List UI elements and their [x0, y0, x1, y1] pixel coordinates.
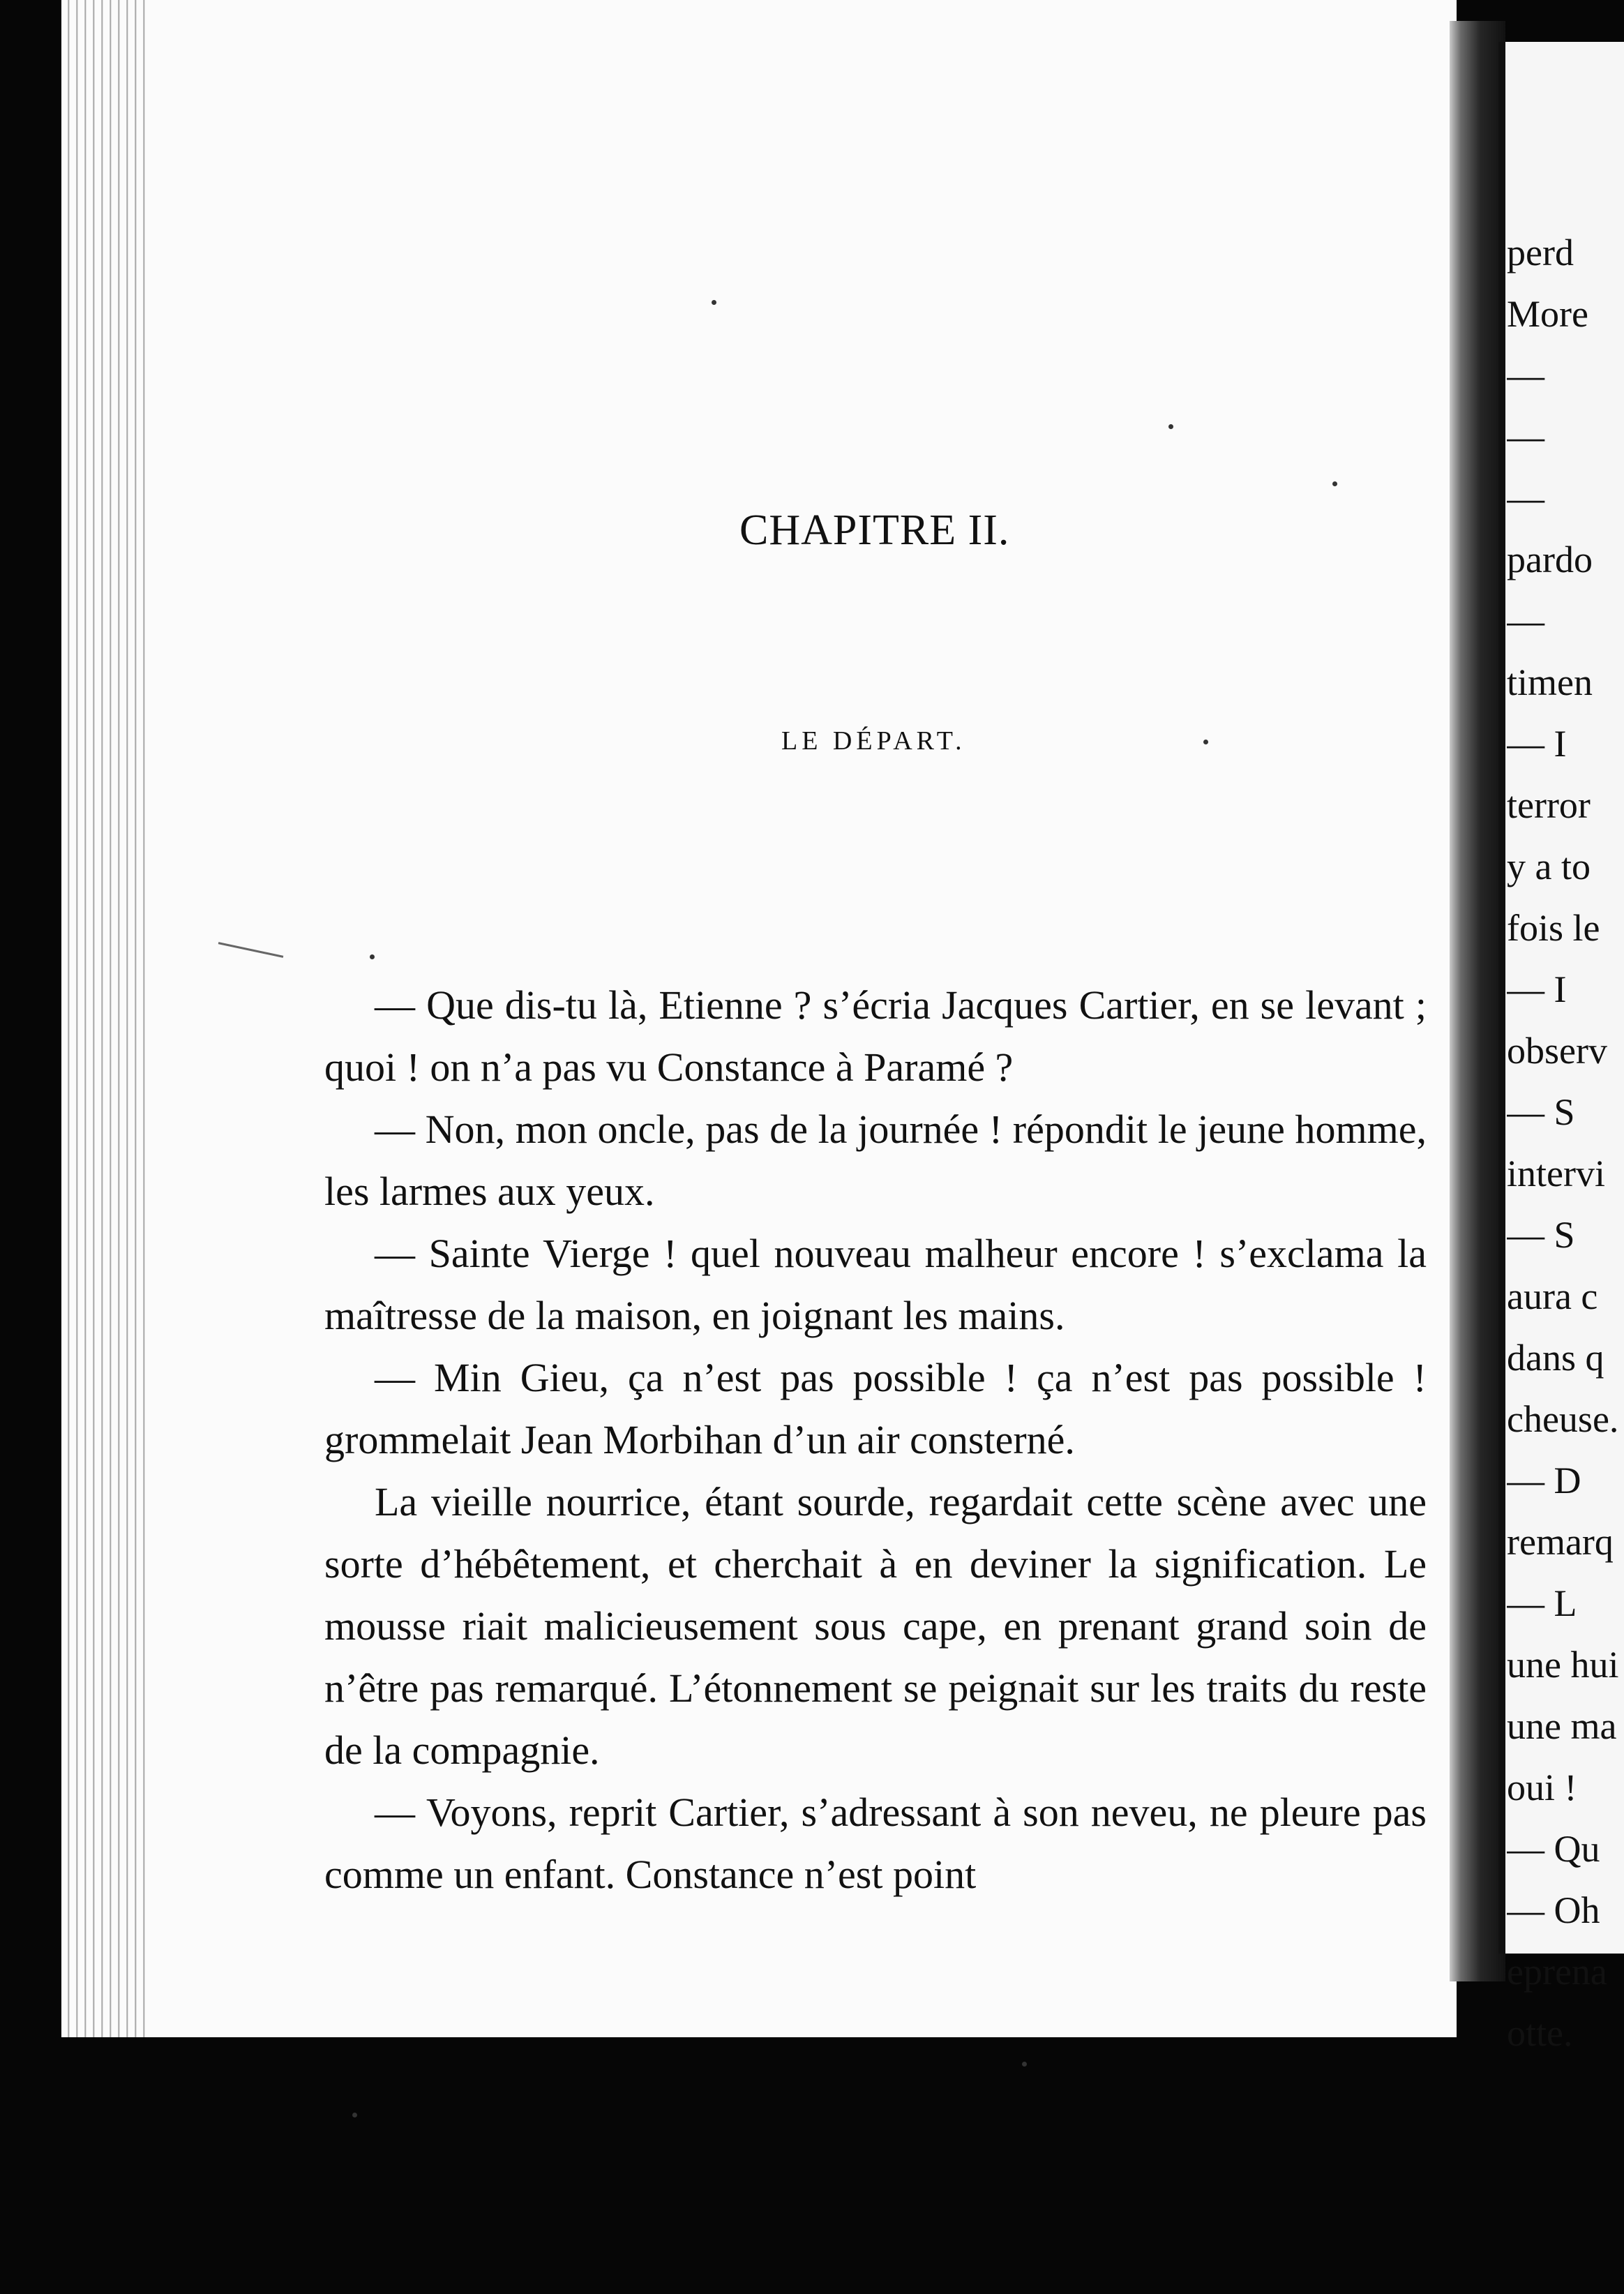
right-line: fois le [1507, 907, 1600, 949]
right-line: pardo [1507, 539, 1593, 580]
right-line: intervi [1507, 1153, 1605, 1194]
right-line: — [1507, 416, 1544, 458]
right-line: terror [1507, 784, 1591, 826]
right-line: cheuse. [1507, 1398, 1619, 1440]
right-line: — I [1507, 723, 1567, 765]
right-line: — L [1507, 1582, 1577, 1624]
book-gutter [1450, 21, 1505, 1981]
right-line: — I [1507, 968, 1567, 1010]
paragraph: — Que dis-tu là, Etienne ? s’écria Jacques Cartier, en se levant ; quoi ! on n’a pas vu Constance à Paramé ? [324, 982, 1427, 1090]
right-line: — Qu [1507, 1828, 1600, 1870]
right-line: y a to [1507, 846, 1591, 887]
right-line: — [1507, 600, 1544, 642]
right-line: timen [1507, 661, 1593, 703]
right-page-text [1507, 222, 1624, 2064]
paragraph: — Min Gieu, ça n’est pas possible ! ça n’est pas possible ! grommelait Jean Morbihan d’un air consterné. [324, 1355, 1427, 1462]
body-text [324, 974, 1427, 1905]
paper-speck [352, 2113, 357, 2117]
paragraph: — Non, mon oncle, pas de la journée ! répondit le jeune homme, les larmes aux yeux. [324, 1107, 1427, 1214]
right-line: perd [1507, 232, 1574, 273]
paper-speck [712, 300, 716, 305]
paragraph: — Sainte Vierge ! quel nouveau malheur encore ! s’exclama la maîtresse de la maison, en joignant les mains. [324, 1231, 1427, 1338]
chapter-title: CHAPITRE II. [739, 507, 1010, 554]
paper-speck [370, 954, 375, 959]
right-line: More [1507, 293, 1588, 335]
right-line: — [1507, 477, 1544, 519]
right-line: — S [1507, 1214, 1575, 1256]
paper-speck [1022, 2062, 1027, 2067]
right-line: oui ! [1507, 1767, 1577, 1808]
right-line: une ma [1507, 1705, 1617, 1747]
paper-speck [1168, 424, 1173, 429]
section-title: LE DÉPART. [781, 726, 966, 756]
right-line: aura c [1507, 1275, 1598, 1317]
right-line: — [1507, 354, 1544, 396]
paper-speck [1203, 740, 1208, 744]
right-line: — S [1507, 1091, 1575, 1133]
right-line: une hui [1507, 1644, 1619, 1686]
right-line: observ [1507, 1030, 1607, 1072]
right-line: dans q [1507, 1337, 1604, 1379]
right-line: remarq [1507, 1521, 1614, 1563]
paragraph: La vieille nourrice, étant sourde, regardait cette scène avec une sorte d’hébêtement, et cherchait à en deviner la signification. Le mousse riait malicieusement sous cape, en prenant grand soin de n’être pas remarqué. L’étonnement se peignait sur les traits du reste de la compagnie. [324, 1479, 1427, 1773]
paragraph: — Voyons, reprit Cartier, s’adressant à son neveu, ne pleure pas comme un enfant. Constance n’est point [324, 1790, 1427, 1897]
right-line: — D [1507, 1460, 1581, 1501]
right-line: — Oh [1507, 1889, 1600, 1931]
right-line: eprena [1507, 1951, 1607, 1993]
paper-speck [1332, 481, 1337, 486]
page-edges [61, 0, 145, 2037]
right-line: otte. [1507, 2012, 1573, 2054]
